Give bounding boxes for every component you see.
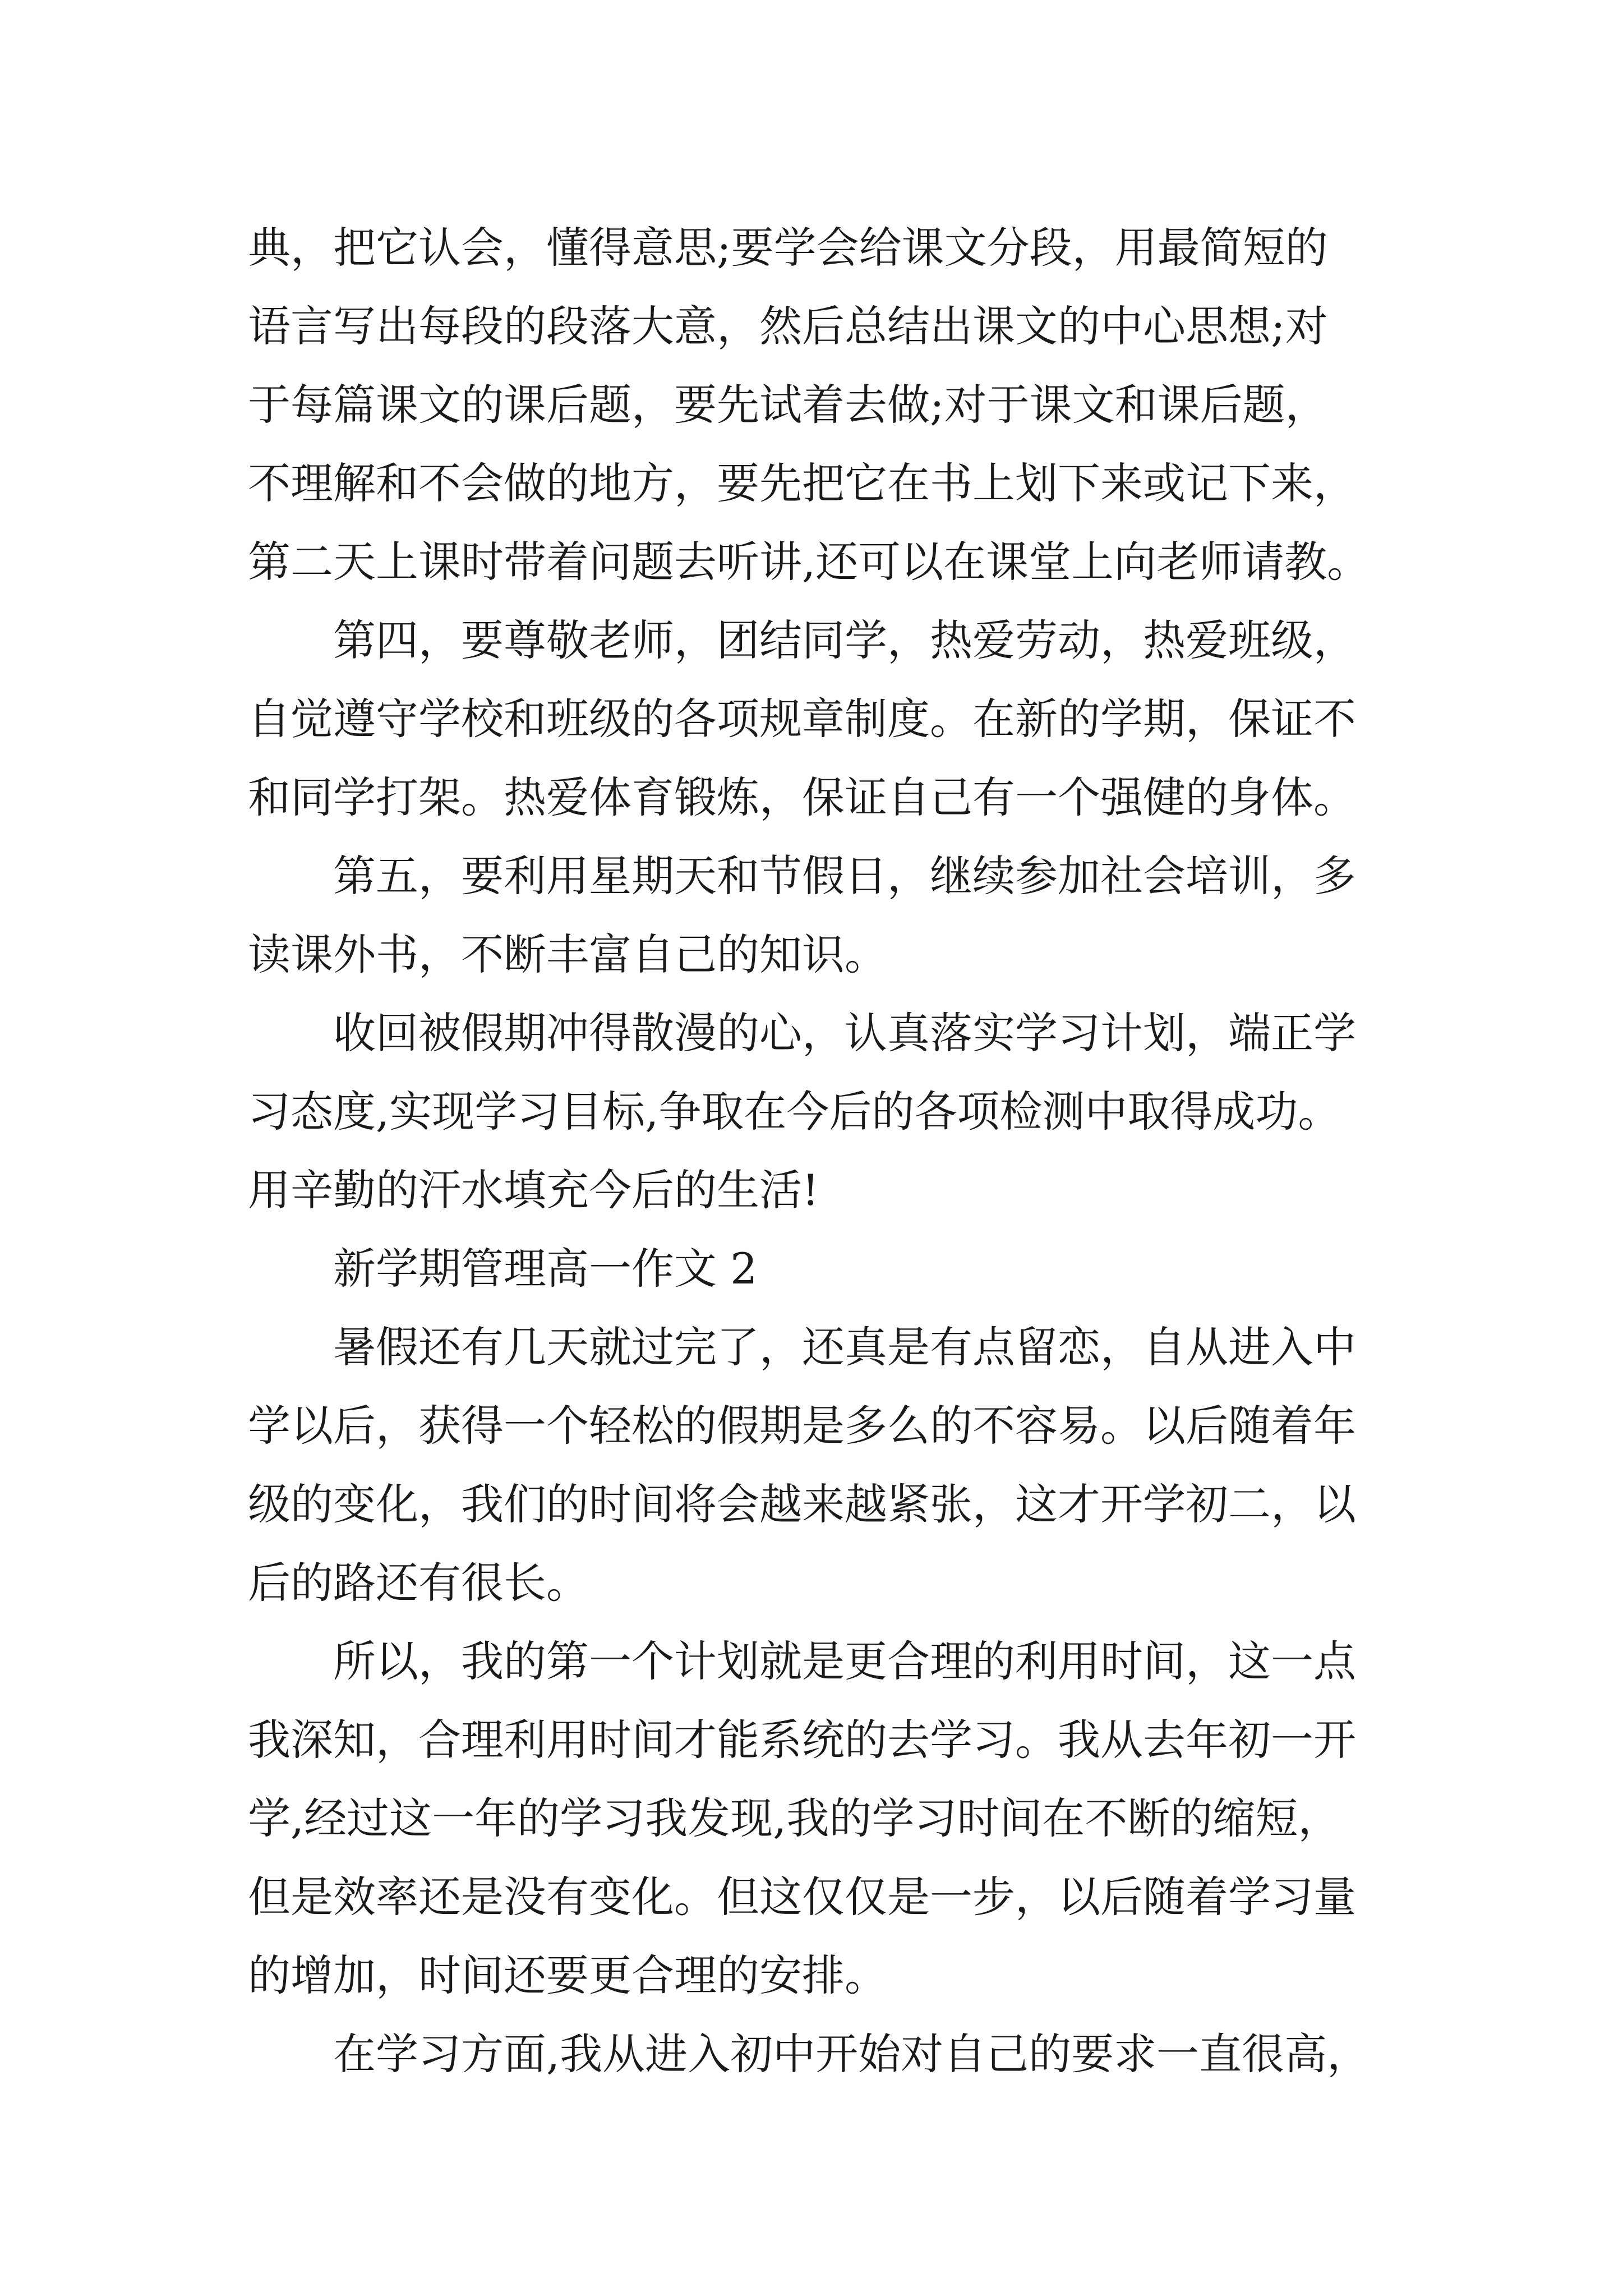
text-line: 学以后，获得一个轻松的假期是多么的不容易。以后随着年	[248, 1401, 1356, 1451]
section-heading: 新学期管理高一作文 2	[333, 1244, 758, 1294]
paragraph-start-line: 所以，我的第一个计划就是更合理的利用时间，这一点	[333, 1636, 1356, 1686]
paragraph-start-line: 第五，要利用星期天和节假日，继续参加社会培训，多	[333, 851, 1356, 901]
document-body	[248, 209, 1398, 2093]
text-line: 不理解和不会做的地方，要先把它在书上划下来或记下来，	[248, 458, 1356, 508]
paragraph-start-line: 在学习方面,我从进入初中开始对自己的要求一直很高，	[333, 2029, 1370, 2079]
text-line: 习态度,实现学习目标,争取在今后的各项检测中取得成功。	[248, 1087, 1341, 1137]
text-line: 语言写出每段的段落大意，然后总结出课文的中心思想;对	[248, 301, 1328, 351]
text-line: 后的路还有很长。	[248, 1558, 589, 1608]
paragraph-start-line: 第四，要尊敬老师，团结同学，热爱劳动，热爱班级，	[333, 615, 1356, 665]
text-line: 于每篇课文的课后题，要先试着去做;对于课文和课后题，	[248, 380, 1328, 430]
paragraph-start-line: 暑假还有几天就过完了，还真是有点留恋，自从进入中	[333, 1322, 1356, 1372]
text-line: 用辛勤的汗水填充今后的生活!	[248, 1165, 819, 1215]
text-line: 的增加，时间还要更合理的安排。	[248, 1950, 887, 2000]
text-line: 第二天上课时带着问题去听讲,还可以在课堂上向老师请教。	[248, 537, 1370, 587]
paragraph-start-line: 收回被假期冲得散漫的心，认真落实学习计划，端正学	[333, 1008, 1356, 1058]
text-line: 典，把它认会，懂得意思;要学会给课文分段，用最简短的	[248, 223, 1328, 273]
text-line: 我深知，合理利用时间才能系统的去学习。我从去年初一开	[248, 1715, 1356, 1765]
text-line: 学,经过这一年的学习我发现,我的学习时间在不断的缩短，	[248, 1793, 1341, 1843]
text-line: 和同学打架。热爱体育锻炼，保证自己有一个强健的身体。	[248, 772, 1356, 822]
text-line: 但是效率还是没有变化。但这仅仅是一步，以后随着学习量	[248, 1872, 1356, 1922]
text-line: 自觉遵守学校和班级的各项规章制度。在新的学期，保证不	[248, 694, 1356, 744]
text-line: 读课外书，不断丰富自己的知识。	[248, 930, 887, 979]
text-line: 级的变化，我们的时间将会越来越紧张，这才开学初二，以	[248, 1479, 1356, 1529]
